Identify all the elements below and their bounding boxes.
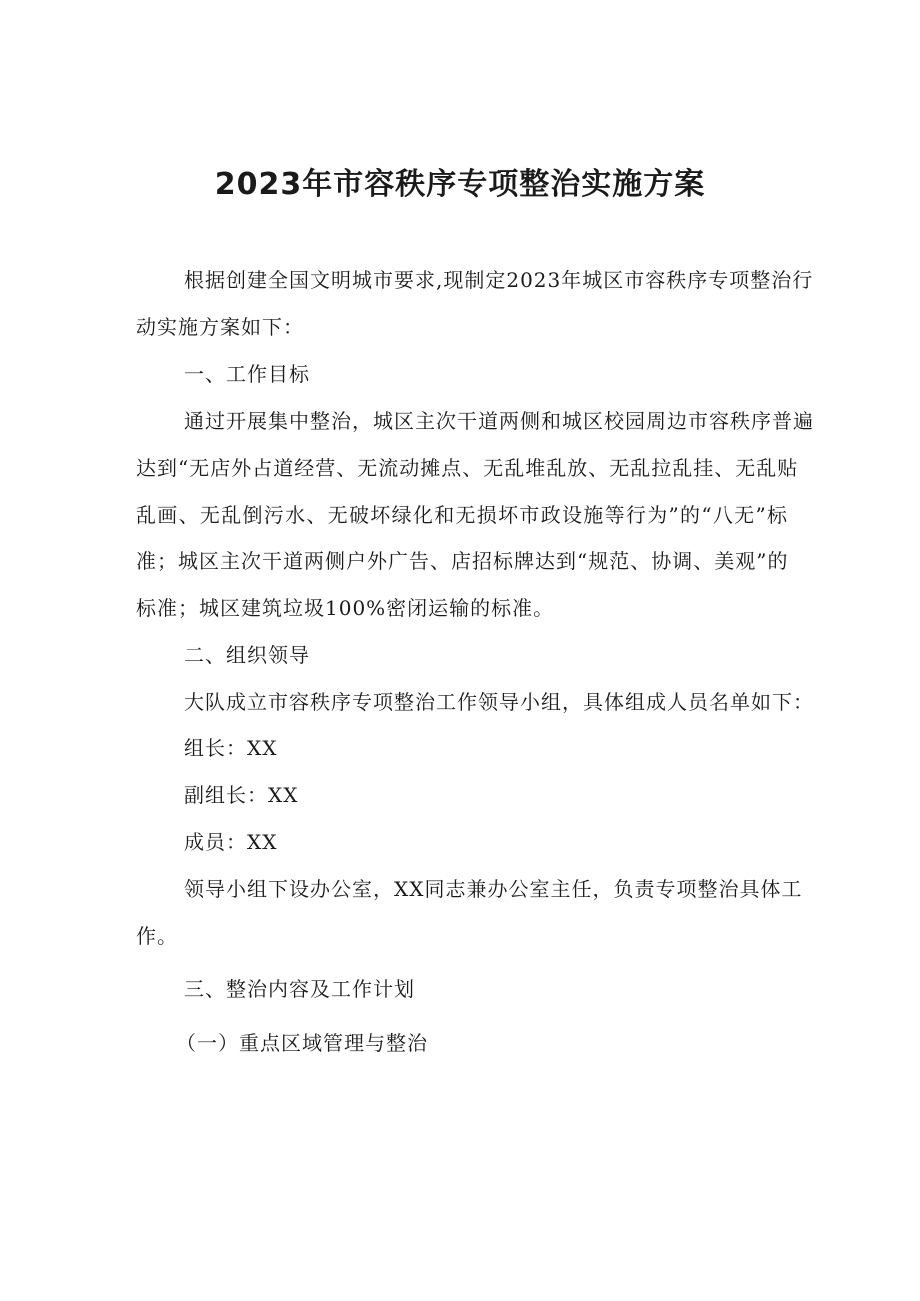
section-heading: 一、工作目标 (184, 362, 310, 386)
section-heading: 二、组织领导 (184, 643, 310, 667)
paragraph-line: 领导小组下设办公室，XX同志兼办公室主任，负责专项整治具体工 (184, 877, 803, 901)
member-staff: 成员：XX (184, 830, 278, 854)
paragraph-line: 标准；城区建筑垃圾100%密闭运输的标准。 (136, 596, 555, 620)
document-title: 2023年市容秩序专项整治实施方案 (214, 167, 706, 202)
member-leader: 组长：XX (184, 736, 278, 760)
subsection-heading: （一）重点区域管理与整治 (176, 1031, 428, 1055)
paragraph-line: 达到“无店外占道经营、无流动摊点、无乱堆乱放、无乱拉乱挂、无乱贴 (136, 456, 799, 480)
paragraph-line: 准；城区主次干道两侧户外广告、店招标牌达到“规范、协调、美观”的 (136, 549, 789, 573)
paragraph-line: 乱画、无乱倒污水、无破坏绿化和无损坏市政设施等行为”的“八无”标 (136, 503, 788, 527)
paragraph-line: 作。 (136, 924, 178, 948)
paragraph-line: 大队成立市容秩序专项整治工作领导小组，具体组成人员名单如下： (184, 690, 814, 714)
section-heading: 三、整治内容及工作计划 (184, 977, 415, 1001)
paragraph-line: 根据创建全国文明城市要求,现制定2023年城区市容秩序专项整治行 (184, 268, 814, 292)
paragraph-line: 通过开展集中整治，城区主次干道两侧和城区校园周边市容秩序普遍 (184, 409, 814, 433)
member-deputy: 副组长：XX (184, 783, 299, 807)
paragraph-line: 动实施方案如下： (136, 315, 304, 339)
